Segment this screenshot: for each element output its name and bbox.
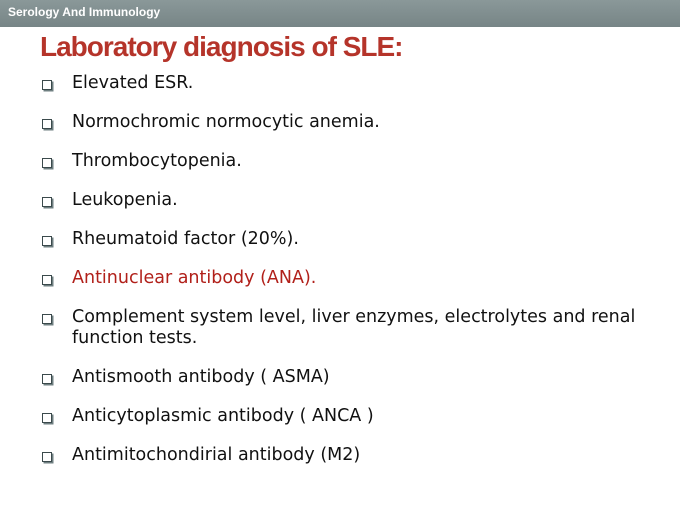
list-item bbox=[42, 190, 652, 211]
list-item bbox=[42, 367, 652, 388]
bullet-text: Leukopenia. bbox=[72, 190, 178, 210]
header-bar bbox=[0, 0, 680, 27]
list-item bbox=[42, 112, 652, 133]
slide-title: Laboratory diagnosis of SLE: bbox=[40, 31, 403, 62]
list-item bbox=[42, 229, 652, 250]
square-bullet-icon bbox=[42, 413, 52, 423]
list-item bbox=[42, 406, 652, 427]
header-title: Serology And Immunology bbox=[8, 5, 161, 19]
square-bullet-icon bbox=[42, 236, 52, 246]
square-bullet-icon bbox=[42, 452, 52, 462]
bullet-list bbox=[42, 73, 652, 484]
list-item bbox=[42, 151, 652, 172]
bullet-text: Elevated ESR. bbox=[72, 73, 194, 93]
bullet-text: Thrombocytopenia. bbox=[72, 151, 242, 171]
list-item bbox=[42, 307, 652, 349]
square-bullet-icon bbox=[42, 197, 52, 207]
bullet-text: Complement system level, liver enzymes, electrolytes and renal function tests. bbox=[72, 307, 636, 348]
list-item bbox=[42, 445, 652, 466]
bullet-text: Antismooth antibody ( ASMA) bbox=[72, 367, 330, 387]
square-bullet-icon bbox=[42, 275, 52, 285]
square-bullet-icon bbox=[42, 119, 52, 129]
square-bullet-icon bbox=[42, 158, 52, 168]
bullet-text: Anticytoplasmic antibody ( ANCA ) bbox=[72, 406, 374, 426]
list-item bbox=[42, 73, 652, 94]
bullet-text: Rheumatoid factor (20%). bbox=[72, 229, 299, 249]
bullet-text: Antinuclear antibody (ANA). bbox=[72, 268, 317, 288]
square-bullet-icon bbox=[42, 314, 52, 324]
square-bullet-icon bbox=[42, 374, 52, 384]
square-bullet-icon bbox=[42, 80, 52, 90]
bullet-text: Antimitochondirial antibody (M2) bbox=[72, 445, 361, 465]
list-item-highlighted bbox=[42, 268, 652, 289]
bullet-text: Normochromic normocytic anemia. bbox=[72, 112, 380, 132]
